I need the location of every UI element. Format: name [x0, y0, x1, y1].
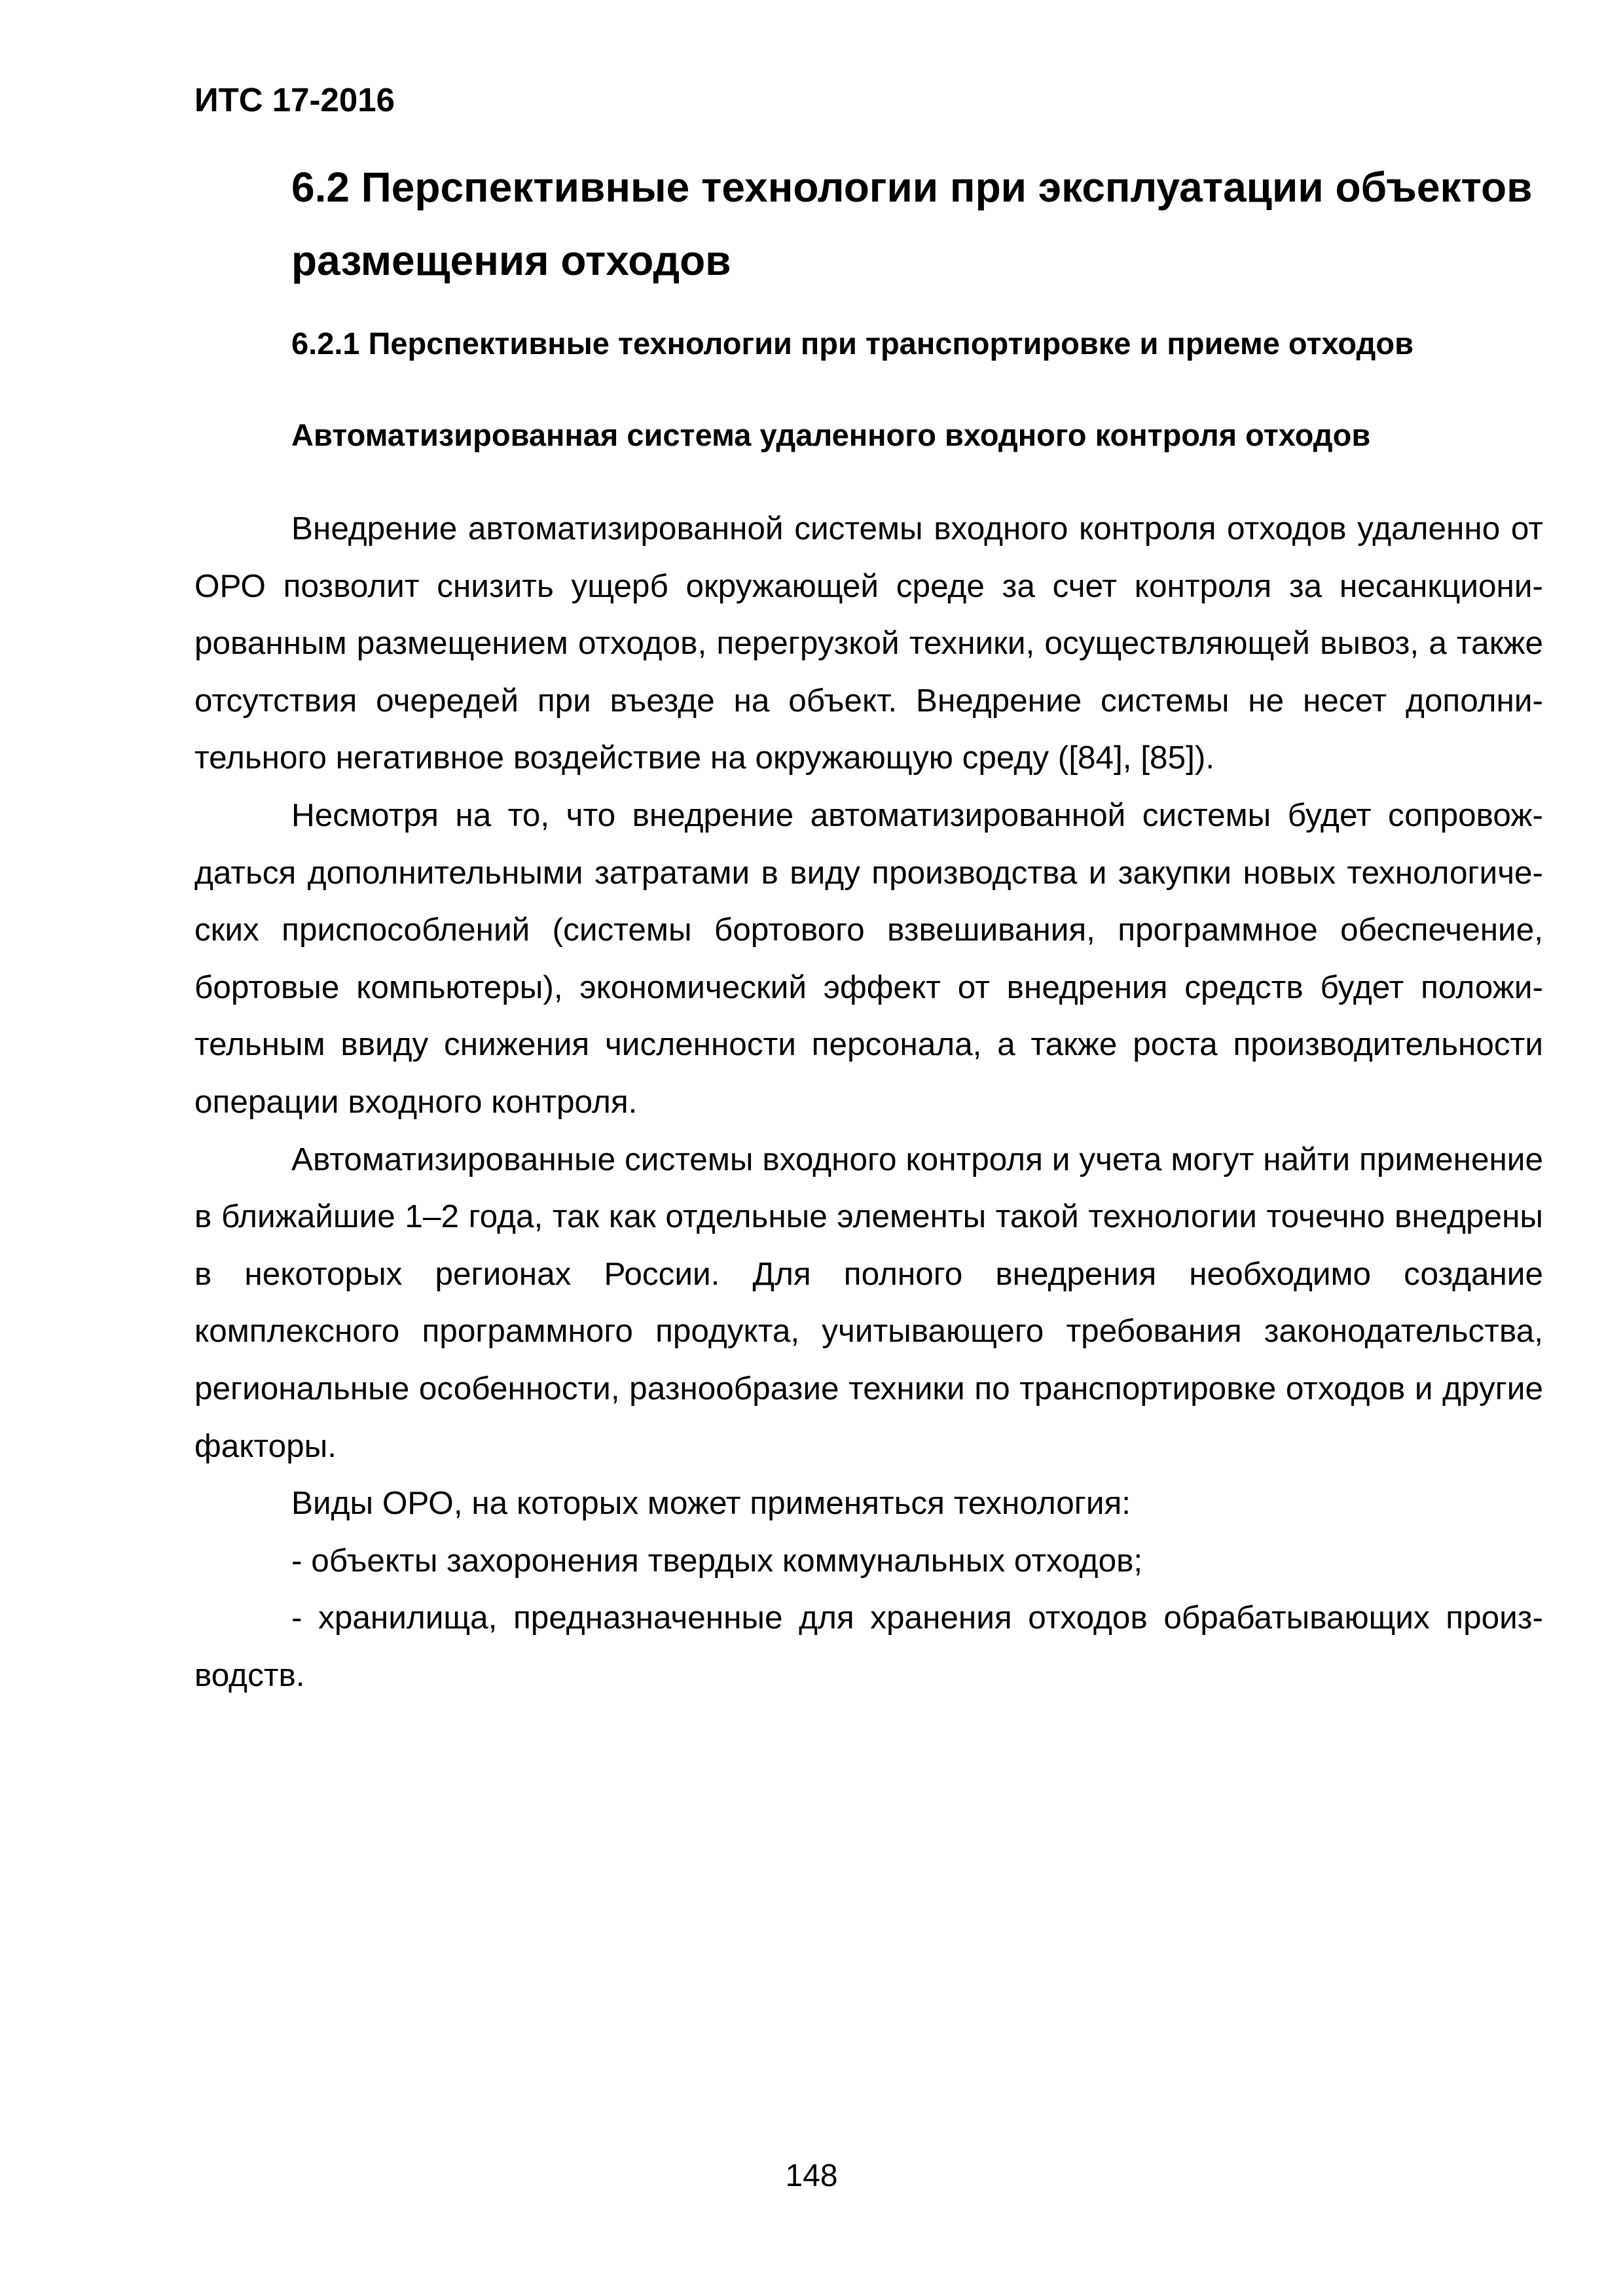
- section-title: 6.2 Перспективные технологии при эксплуатации объектов размещения отходов: [291, 164, 1533, 284]
- list-item-municipal-waste-disposal: - объекты захоронения твердых коммунальных отходов;: [291, 1542, 1143, 1579]
- paragraph-introduction: Внедрение автоматизированной системы входного контроля отходов удаленно от ОРО позволит снизить ущерб окружающей среде за счет контроля за несанкционированным размещением отходов, перегрузкой техники, осуществляющей вывоз, а также отсутствия очередей при въезде на объект. Внедрение системы не несет дополнительного негативное воздействие на окружающую среду ([84], [85]).: [194, 511, 1543, 776]
- topic-title: Автоматизированная система удаленного входного контроля отходов: [291, 418, 1371, 452]
- subsection-title: 6.2.1 Перспективные технологии при транспортировке и приеме отходов: [291, 326, 1413, 361]
- page-number: 148: [785, 2159, 838, 2193]
- list-item-industrial-waste-storage: - хранилища, предназначенные для хранения отходов обрабатывающих производств.: [194, 1600, 1543, 1693]
- paragraph-applicable-facilities: Виды ОРО, на которых может применяться технология:: [291, 1485, 1131, 1522]
- paragraph-implementation-timeline: Автоматизированные системы входного контроля и учета могут найти применение в ближайшие 1–2 года, так как отдельные элементы такой технологии точечно внедрены в некоторых регионах России. Для полного внедрения необходимо создание комплексного программного продукта, учитывающего требования законодательства, региональные особенности, разнообразие техники по транспортировке отходов и другие факторы.: [194, 1141, 1543, 1464]
- document-code: ИТС 17-2016: [194, 81, 395, 118]
- paragraph-costs-and-effect: Несмотря на то, что внедрение автоматизированной системы будет сопровождаться дополнительными затратами в виду производства и закупки новых технологических приспособлений (системы бортового взвешивания, программное обеспечение, бортовые компьютеры), экономический эффект от внедрения средств будет положительным ввиду снижения численности персонала, а также роста производительности операции входного контроля.: [194, 797, 1543, 1120]
- body-text: [194, 500, 1543, 1704]
